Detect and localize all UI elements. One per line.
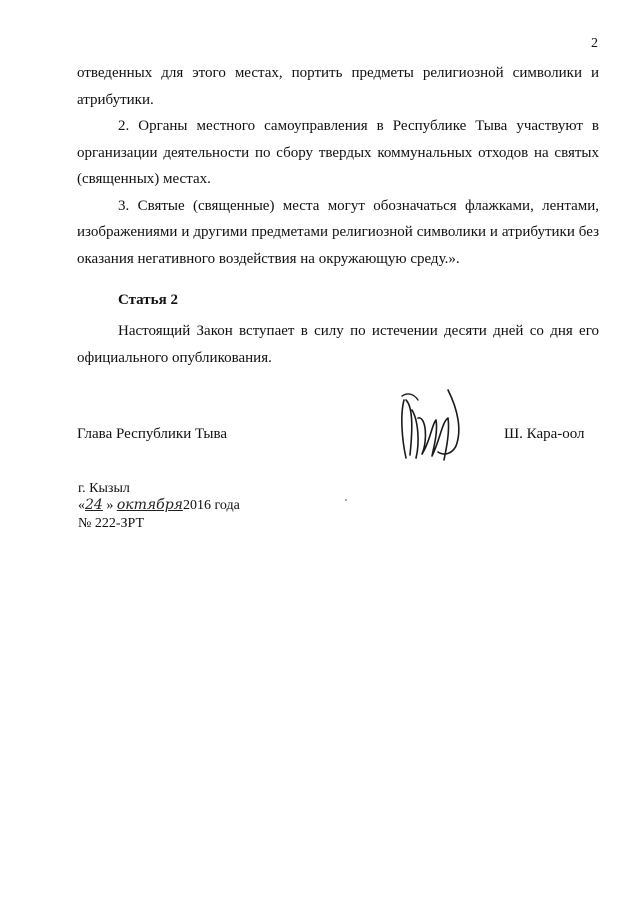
date-open-quote: « (78, 498, 85, 513)
article2-text: Настоящий Закон вступает в силу по истечении десяти дней со дня его официального опубликования. (77, 323, 599, 366)
paragraph-item-2: 2. Органы местного самоуправления в Республике Тыва участвуют в организации деятельности по сбору твердых коммунальных отходов на святых (священных) местах. (77, 118, 599, 187)
signatory-title: Глава Республики Тыва (77, 426, 228, 442)
article-heading: Статья 2 (118, 292, 178, 308)
paragraph-item-3: 3. Святые (священные) места могут обозначаться флажками, лентами, изображениями и другими предметами религиозной символики и атрибутики без оказания негативного воздействия на окружающую среду.». (77, 197, 599, 267)
date-year: 2016 года (182, 498, 240, 513)
law-number: № 222-ЗРТ (78, 516, 145, 531)
signing-date (78, 497, 240, 514)
city: г. Кызыл (78, 481, 130, 496)
article2-body (77, 318, 599, 371)
date-close-quote: » (106, 498, 114, 513)
date-month: октября (116, 497, 183, 513)
page-number: 2 (591, 36, 598, 51)
paragraph-continuation: отведенных для этого местах, портить предметы религиозной символики и атрибутики. (77, 65, 599, 108)
signatory-name: Ш. Кара-оол (504, 426, 585, 442)
date-day: 24 (85, 497, 103, 513)
article1-body (77, 60, 599, 272)
handwritten-signature-icon (392, 380, 472, 480)
scan-speck (345, 499, 347, 501)
